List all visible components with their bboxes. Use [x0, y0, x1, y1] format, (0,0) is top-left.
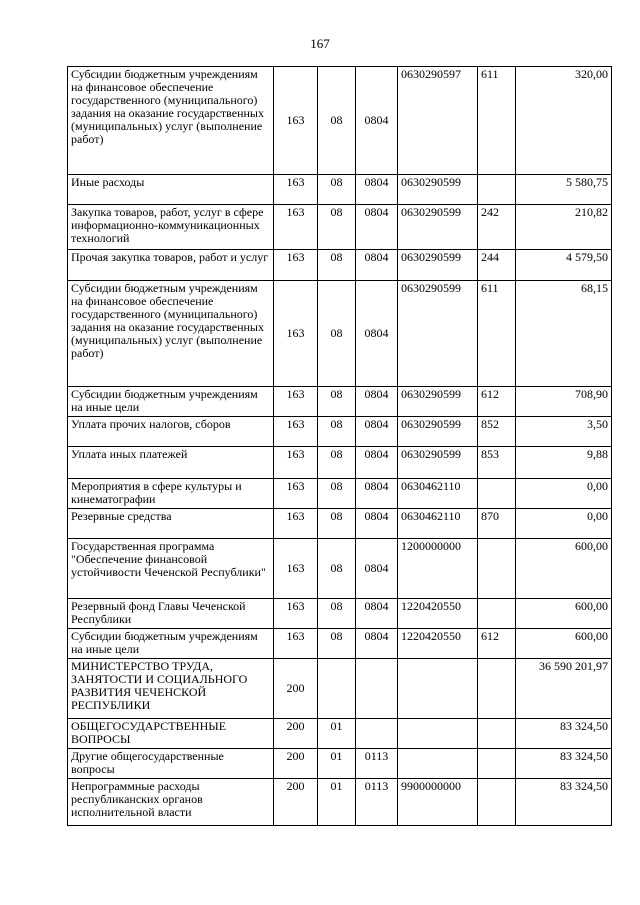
row-name: Субсидии бюджетным учреждениям на финансовое обеспечение государственного (муниципального) задания на оказание государственных (муниципальных) услуг (выполнение работ)	[68, 67, 274, 175]
row-rz: 08	[318, 175, 356, 205]
row-sum: 0,00	[516, 479, 612, 509]
row-vr: 611	[478, 281, 516, 387]
row-name: Государственная программа "Обеспечение финансовой устойчивости Чеченской Республики"	[68, 539, 274, 599]
row-sum: 3,50	[516, 417, 612, 447]
row-csr: 0630462110	[398, 479, 478, 509]
row-vr	[478, 749, 516, 779]
row-sum: 36 590 201,97	[516, 659, 612, 719]
row-vr	[478, 659, 516, 719]
row-rz: 08	[318, 205, 356, 250]
row-sum: 600,00	[516, 629, 612, 659]
table-row	[68, 659, 612, 719]
table-row	[68, 417, 612, 447]
row-sum: 9,88	[516, 447, 612, 479]
budget-table	[67, 66, 612, 826]
row-csr: 1220420550	[398, 599, 478, 629]
row-ved: 200	[274, 779, 318, 826]
row-rz: 08	[318, 479, 356, 509]
row-sum: 5 580,75	[516, 175, 612, 205]
row-vr	[478, 719, 516, 749]
row-csr	[398, 719, 478, 749]
row-rz: 08	[318, 417, 356, 447]
row-rz: 08	[318, 539, 356, 599]
row-csr: 9900000000	[398, 779, 478, 826]
row-prz: 0804	[356, 509, 398, 539]
row-name: Прочая закупка товаров, работ и услуг	[68, 250, 274, 281]
row-csr: 0630290597	[398, 67, 478, 175]
row-sum: 83 324,50	[516, 749, 612, 779]
row-sum: 4 579,50	[516, 250, 612, 281]
row-rz: 01	[318, 779, 356, 826]
row-sum: 708,90	[516, 387, 612, 417]
row-ved: 163	[274, 599, 318, 629]
row-prz: 0804	[356, 250, 398, 281]
row-sum: 83 324,50	[516, 779, 612, 826]
row-csr: 0630290599	[398, 175, 478, 205]
row-ved: 163	[274, 447, 318, 479]
row-prz: 0804	[356, 205, 398, 250]
row-sum: 600,00	[516, 539, 612, 599]
row-sum: 0,00	[516, 509, 612, 539]
row-vr	[478, 479, 516, 509]
row-prz: 0804	[356, 629, 398, 659]
row-name: Иные расходы	[68, 175, 274, 205]
row-vr	[478, 779, 516, 826]
row-ved: 163	[274, 479, 318, 509]
row-rz	[318, 659, 356, 719]
row-ved: 163	[274, 417, 318, 447]
row-csr: 0630290599	[398, 281, 478, 387]
row-ved: 200	[274, 749, 318, 779]
row-sum: 68,15	[516, 281, 612, 387]
row-rz: 08	[318, 387, 356, 417]
row-vr	[478, 175, 516, 205]
page-number: 167	[310, 36, 330, 51]
table-row	[68, 779, 612, 826]
row-ved: 163	[274, 250, 318, 281]
row-vr: 244	[478, 250, 516, 281]
row-prz: 0113	[356, 749, 398, 779]
row-name: Субсидии бюджетным учреждениям на иные цели	[68, 629, 274, 659]
row-ved: 163	[274, 387, 318, 417]
row-csr: 0630290599	[398, 205, 478, 250]
row-vr: 612	[478, 629, 516, 659]
row-sum: 83 324,50	[516, 719, 612, 749]
row-name: Другие общегосударственные вопросы	[68, 749, 274, 779]
row-vr: 870	[478, 509, 516, 539]
table-row	[68, 599, 612, 629]
row-name: Непрограммные расходы республиканских органов исполнительной власти	[68, 779, 274, 826]
row-rz: 08	[318, 447, 356, 479]
row-rz: 08	[318, 281, 356, 387]
row-ved: 163	[274, 281, 318, 387]
row-prz	[356, 719, 398, 749]
row-csr: 0630290599	[398, 387, 478, 417]
row-rz: 08	[318, 67, 356, 175]
table-row	[68, 749, 612, 779]
row-vr: 611	[478, 67, 516, 175]
row-vr: 612	[478, 387, 516, 417]
row-rz: 08	[318, 250, 356, 281]
row-name: ОБЩЕГОСУДАРСТВЕННЫЕ ВОПРОСЫ	[68, 719, 274, 749]
row-prz: 0804	[356, 67, 398, 175]
row-ved: 163	[274, 509, 318, 539]
table-row	[68, 447, 612, 479]
row-prz: 0804	[356, 599, 398, 629]
row-csr: 0630290599	[398, 250, 478, 281]
table-row	[68, 175, 612, 205]
table-row	[68, 67, 612, 175]
row-name: Закупка товаров, работ, услуг в сфере информационно-коммуникационных технологий	[68, 205, 274, 250]
row-name: МИНИСТЕРСТВО ТРУДА, ЗАНЯТОСТИ И СОЦИАЛЬНОГО РАЗВИТИЯ ЧЕЧЕНСКОЙ РЕСПУБЛИКИ	[68, 659, 274, 719]
table-row	[68, 387, 612, 417]
row-ved: 163	[274, 67, 318, 175]
row-rz: 01	[318, 719, 356, 749]
row-prz: 0804	[356, 417, 398, 447]
row-prz: 0113	[356, 779, 398, 826]
row-name: Субсидии бюджетным учреждениям на иные цели	[68, 387, 274, 417]
row-ved: 163	[274, 175, 318, 205]
table-row	[68, 281, 612, 387]
row-name: Уплата прочих налогов, сборов	[68, 417, 274, 447]
table-row	[68, 509, 612, 539]
row-rz: 08	[318, 509, 356, 539]
row-prz: 0804	[356, 281, 398, 387]
table-row	[68, 629, 612, 659]
row-vr: 853	[478, 447, 516, 479]
table-row	[68, 205, 612, 250]
row-vr	[478, 599, 516, 629]
row-csr: 1200000000	[398, 539, 478, 599]
row-rz: 01	[318, 749, 356, 779]
row-csr: 0630290599	[398, 447, 478, 479]
row-sum: 600,00	[516, 599, 612, 629]
row-ved: 163	[274, 539, 318, 599]
row-csr: 1220420550	[398, 629, 478, 659]
row-prz: 0804	[356, 539, 398, 599]
row-sum: 210,82	[516, 205, 612, 250]
row-rz: 08	[318, 599, 356, 629]
row-prz: 0804	[356, 447, 398, 479]
table-row	[68, 250, 612, 281]
row-prz: 0804	[356, 387, 398, 417]
row-ved: 200	[274, 719, 318, 749]
row-ved: 163	[274, 205, 318, 250]
row-ved: 200	[274, 659, 318, 719]
row-prz	[356, 659, 398, 719]
row-name: Субсидии бюджетным учреждениям на финансовое обеспечение государственного (муниципального) задания на оказание государственных (муниципальных) услуг (выполнение работ)	[68, 281, 274, 387]
table-row	[68, 719, 612, 749]
table-row	[68, 479, 612, 509]
row-name: Уплата иных платежей	[68, 447, 274, 479]
row-ved: 163	[274, 629, 318, 659]
row-name: Резервный фонд Главы Чеченской Республики	[68, 599, 274, 629]
table-row	[68, 539, 612, 599]
row-rz: 08	[318, 629, 356, 659]
row-csr	[398, 659, 478, 719]
row-vr: 852	[478, 417, 516, 447]
row-name: Резервные средства	[68, 509, 274, 539]
row-vr	[478, 539, 516, 599]
row-prz: 0804	[356, 175, 398, 205]
row-sum: 320,00	[516, 67, 612, 175]
row-csr: 0630462110	[398, 509, 478, 539]
row-csr	[398, 749, 478, 779]
row-name: Мероприятия в сфере культуры и кинематографии	[68, 479, 274, 509]
row-csr: 0630290599	[398, 417, 478, 447]
row-vr: 242	[478, 205, 516, 250]
row-prz: 0804	[356, 479, 398, 509]
